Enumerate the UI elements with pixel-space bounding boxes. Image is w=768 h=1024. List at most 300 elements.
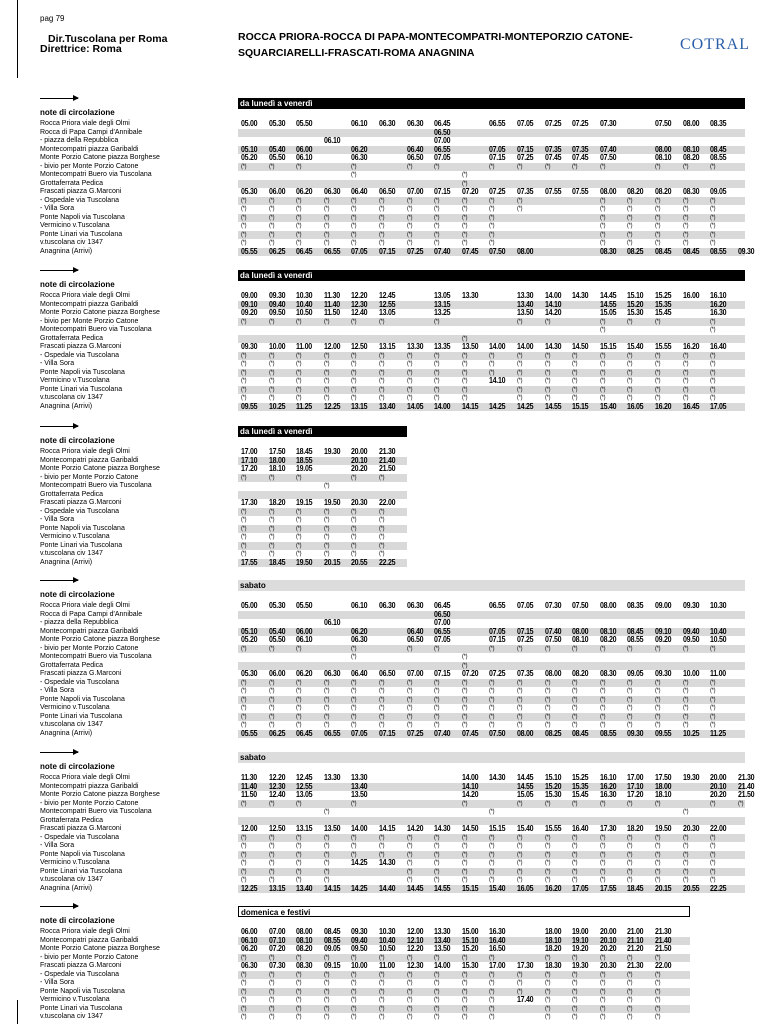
table-row (40, 704, 745, 713)
pass-through-mark: (*) (655, 876, 661, 883)
pass-through-mark: (*) (296, 859, 302, 866)
pass-through-mark: (*) (655, 162, 661, 170)
departure-time: 08.45 (572, 728, 589, 738)
pass-through-mark: (*) (517, 987, 523, 995)
pass-through-mark: (*) (406, 687, 412, 694)
pass-through-mark: (*) (517, 162, 523, 170)
departure-time: 07.30 (599, 119, 617, 128)
departure-time: 16.20 (599, 781, 617, 791)
pass-through-mark: (*) (599, 859, 606, 866)
stop-name: Ponte Napoli via Tuscolana (40, 850, 125, 858)
pass-through-mark: (*) (241, 377, 247, 384)
pass-through-mark: (*) (351, 1004, 357, 1012)
pass-through-mark: (*) (296, 360, 302, 367)
pass-through-mark: (*) (268, 507, 274, 515)
note-label: note di circolazione (40, 108, 115, 117)
departure-time: 15.15 (599, 342, 617, 351)
pass-through-mark: (*) (323, 222, 330, 229)
stop-name: Montecompatri piazza Garibaldi (40, 936, 139, 944)
pass-through-mark: (*) (627, 953, 633, 961)
departure-time: 16.20 (710, 299, 727, 309)
departure-time: 10.30 (710, 601, 727, 610)
pass-through-mark: (*) (572, 953, 578, 961)
pass-through-mark: (*) (489, 687, 495, 694)
pass-through-mark: (*) (406, 222, 412, 229)
pass-through-mark: (*) (682, 213, 688, 221)
table-row (40, 533, 745, 542)
pass-through-mark: (*) (655, 205, 661, 212)
departure-time: 17.55 (599, 883, 617, 893)
departure-time: 16.10 (599, 773, 617, 782)
pass-through-mark: (*) (572, 394, 578, 401)
departure-time: 08.35 (627, 601, 644, 610)
pass-through-mark: (*) (461, 678, 468, 686)
pass-through-mark: (*) (406, 196, 412, 204)
pass-through-mark: (*) (461, 867, 468, 875)
departure-time: 12.00 (241, 824, 258, 833)
pass-through-mark: (*) (379, 222, 385, 229)
departure-time: 13.05 (296, 790, 313, 799)
pass-through-mark: (*) (517, 859, 523, 866)
pass-through-mark: (*) (351, 987, 357, 995)
pass-through-mark: (*) (434, 876, 440, 883)
pass-through-mark: (*) (710, 712, 716, 720)
pass-through-mark: (*) (268, 721, 274, 728)
table-row (40, 945, 745, 954)
departure-time: 10.30 (296, 291, 313, 300)
departure-time: 15.30 (544, 790, 561, 799)
departure-time: 07.20 (461, 187, 479, 196)
pass-through-mark: (*) (351, 507, 357, 515)
departure-time: 08.10 (682, 144, 699, 154)
departure-time: 05.20 (241, 635, 258, 644)
pass-through-mark: (*) (323, 979, 330, 986)
pass-through-mark: (*) (517, 721, 523, 728)
table-row (40, 636, 745, 645)
pass-through-mark: (*) (599, 213, 606, 221)
stop-name: Vermicino v.Tuscolana (40, 377, 110, 384)
pass-through-mark: (*) (323, 368, 330, 376)
pass-through-mark: (*) (434, 970, 440, 978)
pass-through-mark: (*) (379, 507, 385, 515)
departure-time: 12.55 (379, 299, 396, 309)
departure-time: 09.30 (241, 342, 258, 351)
departure-time: 21.50 (379, 464, 396, 473)
stop-rows (40, 448, 745, 567)
departure-time: 20.00 (599, 927, 617, 936)
departure-time: 10.00 (268, 342, 285, 351)
pass-through-mark: (*) (241, 678, 247, 686)
pass-through-mark: (*) (489, 850, 495, 858)
left-margin-line-top (17, 0, 18, 78)
pass-through-mark: (*) (296, 507, 302, 515)
pass-through-mark: (*) (627, 850, 633, 858)
pass-through-mark: (*) (406, 876, 412, 883)
departure-time: 13.50 (323, 824, 341, 833)
pass-through-mark: (*) (599, 360, 606, 367)
departure-time: 05.55 (241, 246, 258, 256)
pass-through-mark: (*) (434, 712, 440, 720)
pass-through-mark: (*) (268, 550, 274, 557)
pass-through-mark: (*) (517, 979, 523, 986)
pass-through-mark: (*) (517, 842, 523, 849)
departure-time: 18.20 (544, 944, 561, 953)
departure-time: 14.10 (489, 376, 506, 385)
pass-through-mark: (*) (351, 996, 357, 1003)
departure-time: 21.50 (737, 790, 755, 799)
stop-rows (40, 928, 745, 1022)
departure-time: 14.30 (572, 291, 589, 300)
departure-time: 10.40 (379, 935, 396, 945)
departure-time: 14.15 (379, 824, 396, 833)
pass-through-mark: (*) (682, 351, 688, 359)
pass-through-mark: (*) (655, 867, 661, 875)
pass-through-mark: (*) (296, 473, 302, 481)
departure-time: 07.45 (461, 728, 479, 738)
pass-through-mark: (*) (296, 230, 302, 238)
departure-time: 17.55 (241, 557, 258, 567)
day-type-header: da lunedì a venerdì (238, 426, 407, 437)
stop-name: - Villa Sora (40, 360, 75, 367)
stop-name: Rocca di Papa Campi d'Annibale (40, 610, 143, 618)
departure-time: 10.40 (710, 626, 727, 636)
pass-through-mark: (*) (655, 721, 661, 728)
pass-through-mark: (*) (655, 970, 661, 978)
pass-through-mark: (*) (682, 850, 688, 858)
departure-time: 05.10 (241, 626, 258, 636)
departure-time: 06.55 (489, 119, 506, 128)
departure-time: 17.00 (627, 773, 644, 782)
departure-time: 10.50 (379, 944, 396, 953)
departure-time: 15.25 (655, 291, 672, 300)
departure-time: 07.45 (572, 153, 589, 162)
pass-through-mark: (*) (323, 516, 330, 523)
departure-time: 07.15 (517, 626, 534, 636)
pass-through-mark: (*) (241, 1004, 247, 1012)
route-title (238, 29, 668, 61)
pass-through-mark: (*) (599, 678, 606, 686)
table-row (40, 988, 745, 997)
pass-through-mark: (*) (351, 196, 357, 204)
departure-time: 07.40 (544, 626, 561, 636)
pass-through-mark: (*) (544, 317, 550, 325)
departure-time: 14.45 (517, 773, 534, 782)
departure-time: 12.30 (406, 961, 423, 970)
pass-through-mark: (*) (682, 876, 688, 883)
departure-time: 07.25 (406, 246, 423, 256)
pass-through-mark: (*) (710, 368, 716, 376)
departure-time: 17.10 (627, 781, 644, 791)
departure-time: 19.15 (296, 498, 313, 507)
departure-time: 21.30 (737, 773, 755, 782)
table-row (40, 962, 745, 971)
departure-time: 13.25 (434, 308, 451, 317)
pass-through-mark: (*) (682, 385, 688, 393)
departure-time: 18.55 (296, 455, 313, 465)
departure-time: 15.15 (461, 883, 479, 893)
pass-through-mark: (*) (406, 239, 412, 246)
pass-through-mark: (*) (241, 162, 247, 170)
stop-name: Frascati piazza G.Marconi (40, 499, 122, 506)
pass-through-mark: (*) (323, 1013, 330, 1020)
row-shading (238, 800, 745, 809)
stop-name: - Ospedale via Tuscolana (40, 196, 119, 204)
pass-through-mark: (*) (682, 687, 688, 694)
departure-time: 05.55 (241, 728, 258, 738)
table-row (40, 482, 745, 491)
departure-time: 07.00 (406, 187, 423, 196)
departure-time: 06.10 (296, 153, 313, 162)
pass-through-mark: (*) (461, 222, 468, 229)
stop-name: Anagnina (Arrivi) (40, 558, 93, 566)
departure-time: 15.20 (461, 944, 479, 953)
departure-time: 05.40 (268, 626, 285, 636)
pass-through-mark: (*) (461, 704, 468, 711)
departure-time: 06.30 (379, 601, 396, 610)
table-row (40, 386, 745, 395)
departure-time: 14.20 (544, 308, 561, 317)
departure-time: 07.15 (434, 187, 451, 196)
departure-time: 07.05 (351, 728, 368, 738)
pass-through-mark: (*) (379, 842, 385, 849)
pass-through-mark: (*) (655, 222, 661, 229)
pass-through-mark: (*) (627, 842, 633, 849)
pass-through-mark: (*) (296, 695, 302, 703)
departure-time: 06.40 (406, 626, 423, 636)
pass-through-mark: (*) (268, 1013, 274, 1020)
departure-time: 06.10 (351, 601, 368, 610)
stop-name: Grottaferrata Pedica (40, 816, 104, 824)
departure-time: 14.20 (406, 824, 423, 833)
table-row (40, 790, 755, 800)
stop-name: Montecompatri piazza Garibaldi (40, 300, 139, 308)
pass-through-mark: (*) (379, 550, 385, 557)
pass-through-mark: (*) (627, 1004, 633, 1012)
pass-through-mark: (*) (599, 205, 606, 212)
row-shading (238, 129, 745, 138)
pass-through-mark: (*) (241, 953, 247, 961)
departure-time: 08.55 (323, 935, 341, 945)
departure-time: 09.00 (655, 601, 672, 610)
stop-name: - Ospedale via Tuscolana (40, 678, 119, 686)
pass-through-mark: (*) (682, 695, 688, 703)
departure-time: 13.30 (351, 773, 368, 782)
pass-through-mark: (*) (627, 687, 633, 694)
departure-time: 06.30 (323, 669, 341, 678)
pass-through-mark: (*) (241, 360, 247, 367)
stop-name: Anagnina (Arrivi) (40, 729, 93, 737)
stop-name: - bivio per Monte Porzio Catone (40, 473, 139, 481)
departure-time: 14.00 (517, 342, 534, 351)
departure-time: 17.00 (489, 961, 506, 970)
pass-through-mark: (*) (379, 213, 385, 221)
direction-arrow (40, 580, 78, 581)
pass-through-mark: (*) (434, 859, 440, 866)
pass-through-mark: (*) (489, 721, 495, 728)
pass-through-mark: (*) (296, 867, 302, 875)
table-row (40, 137, 745, 146)
departure-time: 07.45 (544, 153, 561, 162)
departure-time: 10.00 (351, 961, 368, 970)
pass-through-mark: (*) (351, 360, 357, 367)
pass-through-mark: (*) (241, 351, 247, 359)
table-row (40, 309, 745, 318)
pass-through-mark: (*) (599, 704, 606, 711)
pass-through-mark: (*) (379, 394, 385, 401)
departure-time: 09.20 (655, 635, 672, 644)
table-row (40, 602, 745, 611)
pass-through-mark: (*) (489, 205, 495, 212)
departure-time: 07.35 (572, 144, 589, 154)
departure-time: 07.50 (489, 246, 506, 256)
pass-through-mark: (*) (710, 377, 716, 384)
departure-time: 06.30 (351, 635, 368, 644)
departure-time: 15.45 (655, 308, 672, 317)
pass-through-mark: (*) (296, 704, 302, 711)
departure-time: 06.50 (406, 153, 423, 162)
pass-through-mark: (*) (710, 385, 716, 393)
pass-through-mark: (*) (517, 867, 523, 875)
pass-through-mark: (*) (241, 833, 247, 841)
departure-time: 21.40 (737, 781, 755, 791)
pass-through-mark: (*) (351, 239, 357, 246)
stop-name: Ponte Napoli via Tuscolana (40, 524, 125, 532)
pass-through-mark: (*) (682, 721, 688, 728)
departure-time: 08.00 (517, 728, 534, 738)
departure-time: 14.00 (351, 824, 368, 833)
pass-through-mark: (*) (296, 987, 302, 995)
pass-through-mark: (*) (489, 842, 495, 849)
pass-through-mark: (*) (434, 213, 440, 221)
pass-through-mark: (*) (406, 712, 412, 720)
departure-time: 21.40 (655, 935, 672, 945)
pass-through-mark: (*) (599, 721, 606, 728)
stop-name: - Villa Sora (40, 205, 75, 212)
pass-through-mark: (*) (379, 541, 385, 549)
stop-name: v.tuscolana civ 1347 (40, 550, 103, 557)
departure-time: 12.00 (323, 342, 341, 351)
pass-through-mark: (*) (655, 351, 661, 359)
pass-through-mark: (*) (434, 644, 440, 652)
departure-time: 14.50 (461, 824, 479, 833)
departure-time: 16.30 (489, 927, 506, 936)
pass-through-mark: (*) (655, 850, 661, 858)
departure-time: 08.45 (627, 626, 644, 636)
pass-through-mark: (*) (655, 644, 661, 652)
pass-through-mark: (*) (599, 687, 606, 694)
departure-time: 05.50 (268, 153, 285, 162)
pass-through-mark: (*) (544, 644, 550, 652)
pass-through-mark: (*) (627, 867, 633, 875)
pass-through-mark: (*) (296, 842, 302, 849)
departure-time: 07.05 (489, 626, 506, 636)
pass-through-mark: (*) (544, 351, 550, 359)
pass-through-mark: (*) (379, 970, 385, 978)
pass-through-mark: (*) (710, 678, 716, 686)
pass-through-mark: (*) (627, 987, 633, 995)
departure-time: 12.20 (406, 944, 423, 953)
pass-through-mark: (*) (489, 230, 495, 238)
pass-through-mark: (*) (434, 1004, 440, 1012)
departure-time: 19.10 (572, 935, 589, 945)
pass-through-mark: (*) (296, 533, 302, 540)
pass-through-mark: (*) (517, 196, 523, 204)
pass-through-mark: (*) (379, 979, 385, 986)
pass-through-mark: (*) (434, 317, 440, 325)
departure-time: 12.00 (406, 927, 423, 936)
pass-through-mark: (*) (655, 996, 661, 1003)
pass-through-mark: (*) (710, 644, 716, 652)
departure-time: 16.40 (489, 935, 506, 945)
pass-through-mark: (*) (627, 979, 633, 986)
pass-through-mark: (*) (434, 239, 440, 246)
departure-time: 08.30 (682, 187, 699, 196)
pass-through-mark: (*) (379, 516, 385, 523)
pass-through-mark: (*) (323, 808, 330, 815)
pass-through-mark: (*) (406, 377, 412, 384)
departure-time: 18.45 (627, 883, 644, 893)
stop-name: Rocca Priora viale degli Olmi (40, 292, 130, 299)
pass-through-mark: (*) (572, 644, 578, 652)
departure-time: 08.35 (710, 119, 727, 128)
pass-through-mark: (*) (296, 1013, 302, 1020)
pass-through-mark: (*) (710, 850, 716, 858)
pass-through-mark: (*) (461, 833, 468, 841)
pass-through-mark: (*) (241, 970, 247, 978)
departure-time: 06.50 (406, 635, 423, 644)
stop-name: Ponte Napoli via Tuscolana (40, 368, 125, 376)
departure-time: 06.30 (323, 187, 341, 196)
pass-through-mark: (*) (710, 196, 716, 204)
pass-through-mark: (*) (489, 953, 495, 961)
pass-through-mark: (*) (682, 867, 688, 875)
stop-rows (40, 119, 755, 256)
pass-through-mark: (*) (379, 524, 385, 532)
pass-through-mark: (*) (241, 385, 247, 393)
departure-time: 14.50 (572, 342, 589, 351)
pass-through-mark: (*) (627, 196, 633, 204)
pass-through-mark: (*) (461, 712, 468, 720)
pass-through-mark: (*) (461, 385, 468, 393)
pass-through-mark: (*) (241, 695, 247, 703)
pass-through-mark: (*) (737, 799, 744, 807)
departure-time: 09.40 (682, 626, 699, 636)
pass-through-mark: (*) (489, 876, 495, 883)
pass-through-mark: (*) (655, 695, 661, 703)
pass-through-mark: (*) (599, 850, 606, 858)
departure-time: 14.55 (517, 781, 534, 791)
pass-through-mark: (*) (682, 859, 688, 866)
pass-through-mark: (*) (710, 222, 716, 229)
departure-time: 07.15 (517, 144, 534, 154)
stop-name: Vermicino v.Tuscolana (40, 704, 110, 711)
departure-time: 13.15 (296, 824, 313, 833)
departure-time: 08.25 (544, 728, 561, 738)
pass-through-mark: (*) (544, 162, 550, 170)
pass-through-mark: (*) (489, 979, 495, 986)
departure-time: 10.50 (710, 635, 727, 644)
table-row (40, 377, 745, 386)
route-title-line1: ROCCA PRIORA-ROCCA DI PAPA-MONTECOMPATRI-MONTEPORZIO CATONE- (238, 31, 633, 43)
departure-time: 07.30 (268, 961, 285, 970)
pass-through-mark: (*) (599, 351, 606, 359)
departure-time: 07.40 (434, 728, 451, 738)
pass-through-mark: (*) (379, 704, 385, 711)
departure-time: 13.15 (434, 299, 451, 309)
departure-time: 12.50 (351, 342, 368, 351)
departure-time: 07.35 (544, 144, 561, 154)
stop-name: v.tuscolana civ 1347 (40, 394, 103, 401)
